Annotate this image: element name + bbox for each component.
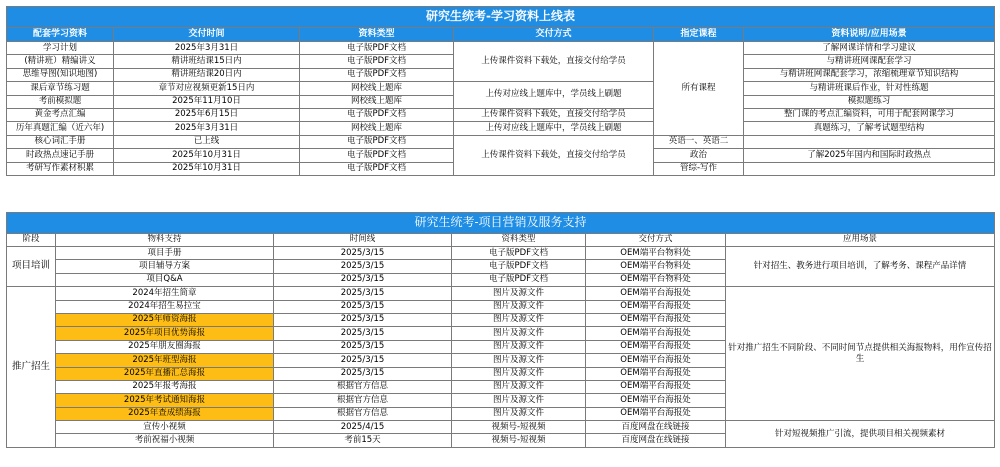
type-cell: 电子版PDF文档 (300, 42, 454, 55)
timeline-cell: 考前15天 (274, 434, 452, 447)
type-cell: 视频号-短视频 (452, 434, 586, 447)
type-cell: 图片及源文件 (452, 340, 586, 353)
table-row (7, 247, 995, 260)
table-row (7, 42, 995, 55)
timeline-cell: 2025/3/15 (274, 340, 452, 353)
type-cell: 电子版PDF文档 (300, 162, 454, 175)
delivery-cell: 上传对应线上题库中，学员线上刷题 (454, 82, 654, 109)
note-cell: 真题练习，了解考试题型结构 (744, 122, 995, 135)
type-cell: 图片及源文件 (452, 327, 586, 340)
note-cell: 整门课的考点汇编资料，可用于配套网课学习 (744, 108, 995, 121)
time-cell: 2025年10月31日 (114, 162, 300, 175)
note-cell (744, 162, 995, 175)
note-cell: 模拟题练习 (744, 95, 995, 108)
material-cell: 宣传小视频 (56, 421, 274, 434)
material-cell: 2024年招生简章 (56, 287, 274, 300)
table2-title: 研究生统考-项目营销及服务支持 (7, 213, 995, 234)
type-cell: 图片及源文件 (452, 367, 586, 380)
t2-header-delivery: 交付方式 (586, 234, 726, 247)
delivery-cell: OEM端平台海报处 (586, 367, 726, 380)
note-cell: 了解2025年国内和国际时政热点 (744, 149, 995, 162)
material-cell: 思维导图(知识地图) (7, 68, 114, 81)
table-row (7, 122, 995, 135)
table-row (7, 135, 995, 148)
table1-title: 研究生统考-学习资料上线表 (7, 7, 995, 28)
material-cell: 核心词汇手册 (7, 135, 114, 148)
type-cell: 图片及源文件 (452, 407, 586, 420)
type-cell: 网校线上题库 (300, 95, 454, 108)
learning-materials-table (6, 6, 995, 176)
note-cell (744, 135, 995, 148)
delivery-cell: OEM端平台海报处 (586, 394, 726, 407)
scenario-cell: 针对推广招生不同阶段、不同时间节点提供相关海报物料，用作宣传招生 (726, 287, 995, 421)
time-cell: 精讲班结课20日内 (114, 68, 300, 81)
time-cell: 章节对应视频更新15日内 (114, 82, 300, 95)
time-cell: 2025年3月31日 (114, 122, 300, 135)
delivery-cell: OEM端平台物料处 (586, 260, 726, 273)
material-cell: 项目手册 (56, 247, 274, 260)
time-cell: 2025年11月10日 (114, 95, 300, 108)
time-cell: 2025年10月31日 (114, 149, 300, 162)
t2-header-type: 资料类型 (452, 234, 586, 247)
material-cell: (精讲班）精编讲义 (7, 55, 114, 68)
delivery-cell: OEM端平台海报处 (586, 340, 726, 353)
material-cell: 考前模拟题 (7, 95, 114, 108)
delivery-cell: OEM端平台物料处 (586, 273, 726, 286)
t1-header-notes: 资料说明/应用场景 (744, 28, 995, 42)
course-cell: 所有课程 (654, 42, 744, 136)
t1-header-delivery: 交付方式 (454, 28, 654, 42)
t2-header-scenario: 应用场景 (726, 234, 995, 247)
material-cell-highlighted: 2025年师资海报 (56, 313, 274, 326)
type-cell: 电子版PDF文档 (452, 273, 586, 286)
timeline-cell: 根据官方信息 (274, 394, 452, 407)
timeline-cell: 2025/3/15 (274, 260, 452, 273)
delivery-cell: 上传课件资料下载处，直接交付给学员 (454, 108, 654, 121)
delivery-cell: 百度网盘在线链接 (586, 434, 726, 447)
table-row (7, 421, 995, 434)
t1-header-material: 配套学习资料 (7, 28, 114, 42)
timeline-cell: 2025/3/15 (274, 300, 452, 313)
timeline-cell: 2025/3/15 (274, 313, 452, 326)
material-cell-highlighted: 2025年班型海报 (56, 354, 274, 367)
t2-header-stage: 阶段 (7, 234, 56, 247)
type-cell: 图片及源文件 (452, 313, 586, 326)
delivery-cell: 上传对应线上题库中，学员线上刷题 (454, 122, 654, 135)
delivery-cell: OEM端平台海报处 (586, 407, 726, 420)
t1-header-time: 交付时间 (114, 28, 300, 42)
t2-header-timeline: 时间线 (274, 234, 452, 247)
note-cell: 与精讲班网课配套学习，浓缩梳理章节知识结构 (744, 68, 995, 81)
material-cell: 项目Q&A (56, 273, 274, 286)
time-cell: 2025年6月15日 (114, 108, 300, 121)
material-cell: 2025年朋友圈海报 (56, 340, 274, 353)
timeline-cell: 根据官方信息 (274, 380, 452, 393)
scenario-cell: 针对招生、教务进行项目培训，了解考务、课程产品详情 (726, 247, 995, 287)
delivery-cell: OEM端平台海报处 (586, 354, 726, 367)
delivery-cell: OEM端平台海报处 (586, 287, 726, 300)
time-cell: 已上线 (114, 135, 300, 148)
type-cell: 电子版PDF文档 (300, 135, 454, 148)
type-cell: 视频号-短视频 (452, 421, 586, 434)
course-cell: 管综-写作 (654, 162, 744, 175)
material-cell: 黄金考点汇编 (7, 108, 114, 121)
type-cell: 图片及源文件 (452, 287, 586, 300)
t2-header-material: 物料支持 (56, 234, 274, 247)
delivery-cell: 上传课件资料下载处，直接交付给学员 (454, 135, 654, 175)
delivery-cell: OEM端平台海报处 (586, 327, 726, 340)
marketing-support-table (6, 212, 995, 448)
table-row (7, 287, 995, 300)
material-cell: 学习计划 (7, 42, 114, 55)
delivery-cell: OEM端平台海报处 (586, 313, 726, 326)
material-cell: 历年真题汇编（近六年) (7, 122, 114, 135)
material-cell: 项目辅导方案 (56, 260, 274, 273)
note-cell: 了解网课详情和学习建议 (744, 42, 995, 55)
type-cell: 网校线上题库 (300, 122, 454, 135)
type-cell: 电子版PDF文档 (452, 260, 586, 273)
delivery-cell: OEM端平台物料处 (586, 247, 726, 260)
material-cell: 时政热点速记手册 (7, 149, 114, 162)
type-cell: 电子版PDF文档 (452, 247, 586, 260)
note-cell: 与精讲班课后作业，针对性练题 (744, 82, 995, 95)
material-cell-highlighted: 2025年查成绩海报 (56, 407, 274, 420)
time-cell: 2025年3月31日 (114, 42, 300, 55)
timeline-cell: 2025/3/15 (274, 354, 452, 367)
type-cell: 电子版PDF文档 (300, 68, 454, 81)
learning-materials-table-wrap (6, 6, 994, 176)
delivery-cell: OEM端平台海报处 (586, 300, 726, 313)
material-cell: 2024年招生易拉宝 (56, 300, 274, 313)
timeline-cell: 2025/3/15 (274, 273, 452, 286)
timeline-cell: 2025/3/15 (274, 367, 452, 380)
timeline-cell: 2025/3/15 (274, 287, 452, 300)
timeline-cell: 根据官方信息 (274, 407, 452, 420)
course-cell: 英语一、英语二 (654, 135, 744, 148)
material-cell-highlighted: 2025年项目优势海报 (56, 327, 274, 340)
type-cell: 图片及源文件 (452, 394, 586, 407)
material-cell-highlighted: 2025年直播汇总海报 (56, 367, 274, 380)
table-row (7, 108, 995, 121)
t1-header-type: 资料类型 (300, 28, 454, 42)
stage-cell: 项目培训 (7, 247, 56, 287)
table-row (7, 82, 995, 95)
type-cell: 电子版PDF文档 (300, 149, 454, 162)
timeline-cell: 2025/3/15 (274, 327, 452, 340)
type-cell: 电子版PDF文档 (300, 55, 454, 68)
delivery-cell: 上传课件资料下载处，直接交付给学员 (454, 42, 654, 82)
material-cell-highlighted: 2025年考试通知海报 (56, 394, 274, 407)
type-cell: 图片及源文件 (452, 300, 586, 313)
delivery-cell: 百度网盘在线链接 (586, 421, 726, 434)
material-cell: 2025年报考海报 (56, 380, 274, 393)
timeline-cell: 2025/4/15 (274, 421, 452, 434)
stage-cell: 推广招生 (7, 287, 56, 448)
material-cell: 考前祝福小视频 (56, 434, 274, 447)
note-cell: 与精讲班网课配套学习 (744, 55, 995, 68)
delivery-cell: OEM端平台海报处 (586, 380, 726, 393)
type-cell: 图片及源文件 (452, 354, 586, 367)
type-cell: 电子版PDF文档 (300, 108, 454, 121)
type-cell: 网校线上题库 (300, 82, 454, 95)
scenario-cell: 针对短视频推广引流，提供项目相关视频素材 (726, 421, 995, 448)
time-cell: 精讲班结课15日内 (114, 55, 300, 68)
timeline-cell: 2025/3/15 (274, 247, 452, 260)
material-cell: 考研写作素材积累 (7, 162, 114, 175)
type-cell: 图片及源文件 (452, 380, 586, 393)
t1-header-course: 指定课程 (654, 28, 744, 42)
course-cell: 政治 (654, 149, 744, 162)
material-cell: 课后章节练习题 (7, 82, 114, 95)
marketing-support-table-wrap (6, 212, 994, 448)
